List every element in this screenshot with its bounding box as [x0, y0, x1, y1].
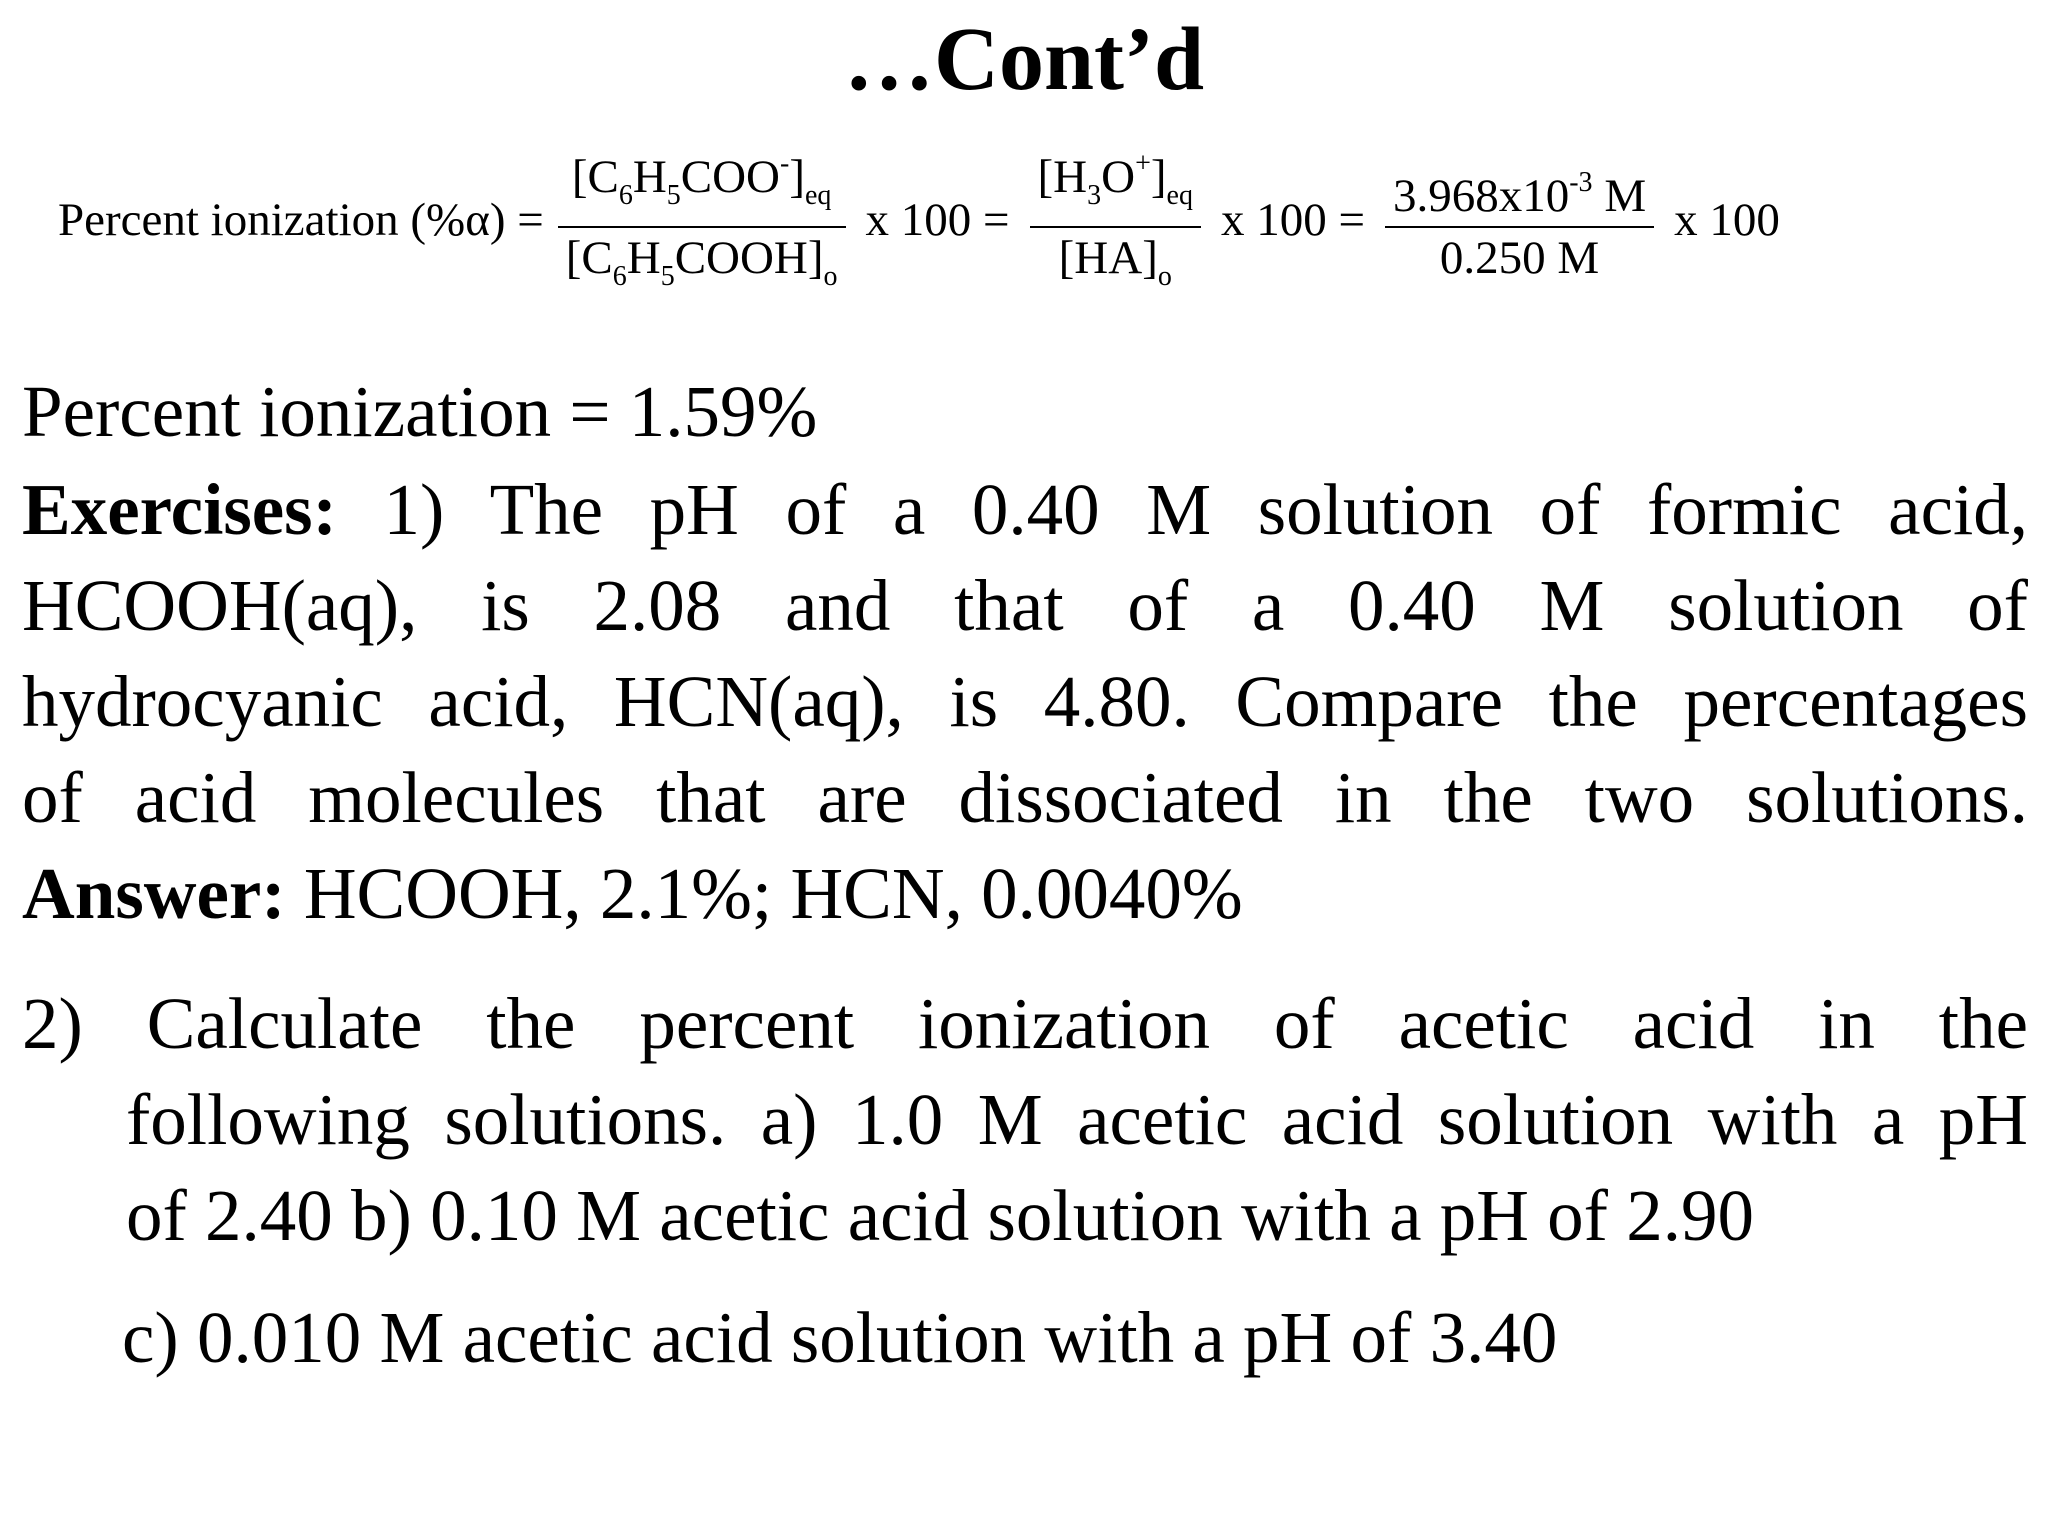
- fraction-bar: [558, 226, 846, 228]
- exercise-1-block: [22, 462, 2028, 942]
- exercise-2-part-c: c) 0.010 M acetic acid solution with a pH of 3.40: [122, 1297, 1558, 1378]
- times-100-operator: x 100: [1674, 194, 1780, 246]
- answer-label: Answer:: [22, 853, 286, 934]
- exercise-1-line: HCOOH(aq), is 2.08 and that of a 0.40 M solution of: [22, 565, 2028, 646]
- exercise-2-line: following solutions. a) 1.0 M acetic acid solution with a pH: [126, 1079, 2028, 1160]
- exercise-1-line: Exercises: 1) The pH of a 0.40 M solution of formic acid,: [22, 469, 2029, 550]
- fraction-numerator: $[C_6H_5COO^-]_{eq}$: [571, 147, 832, 211]
- fraction-bar: [1030, 226, 1201, 228]
- fraction-denominator: $[HA]_o$: [1058, 231, 1172, 292]
- exercise-1-line: hydrocyanic acid, HCN(aq), is 4.80. Compare the percentages: [22, 661, 2028, 742]
- result-statement: Percent ionization = 1.59%: [22, 371, 818, 452]
- page-title: …Cont’d: [843, 10, 1205, 109]
- exercise-2-line: of 2.40 b) 0.10 M acetic acid solution with a pH of 2.90: [126, 1175, 1754, 1256]
- fraction-denominator: 0.250 M: [1439, 231, 1600, 284]
- answer-line: [22, 846, 2028, 942]
- fraction-bar: [1385, 226, 1654, 228]
- fraction-hydronium-over-acid: [1030, 136, 1201, 305]
- times-100-operator: x 100 =: [1220, 194, 1365, 246]
- exercises-label: Exercises:: [22, 469, 337, 550]
- formula-lhs: Percent ionization (%α) =: [58, 194, 544, 246]
- fraction-denominator: $[C_6H_5COOH]_o$: [565, 231, 838, 292]
- fraction-conjugate-base-over-acid: [558, 136, 846, 305]
- exercise-2-block: [22, 976, 2028, 1264]
- answer-text: HCOOH, 2.1%; HCN, 0.0040%: [303, 853, 1243, 934]
- percent-ionization-formula: [58, 140, 1786, 300]
- fraction-numeric-values: [1385, 155, 1654, 286]
- exercise-2-line: 2) Calculate the percent ionization of acetic acid in the: [22, 983, 2028, 1064]
- exercise-1-line: of acid molecules that are dissociated in the two solutions.: [22, 757, 2028, 838]
- times-100-operator: x 100 =: [865, 194, 1010, 246]
- fraction-numerator: $[H_3O^+]_{eq}$: [1037, 147, 1193, 211]
- fraction-numerator: $3.968x10^{-3}$ M: [1392, 166, 1647, 222]
